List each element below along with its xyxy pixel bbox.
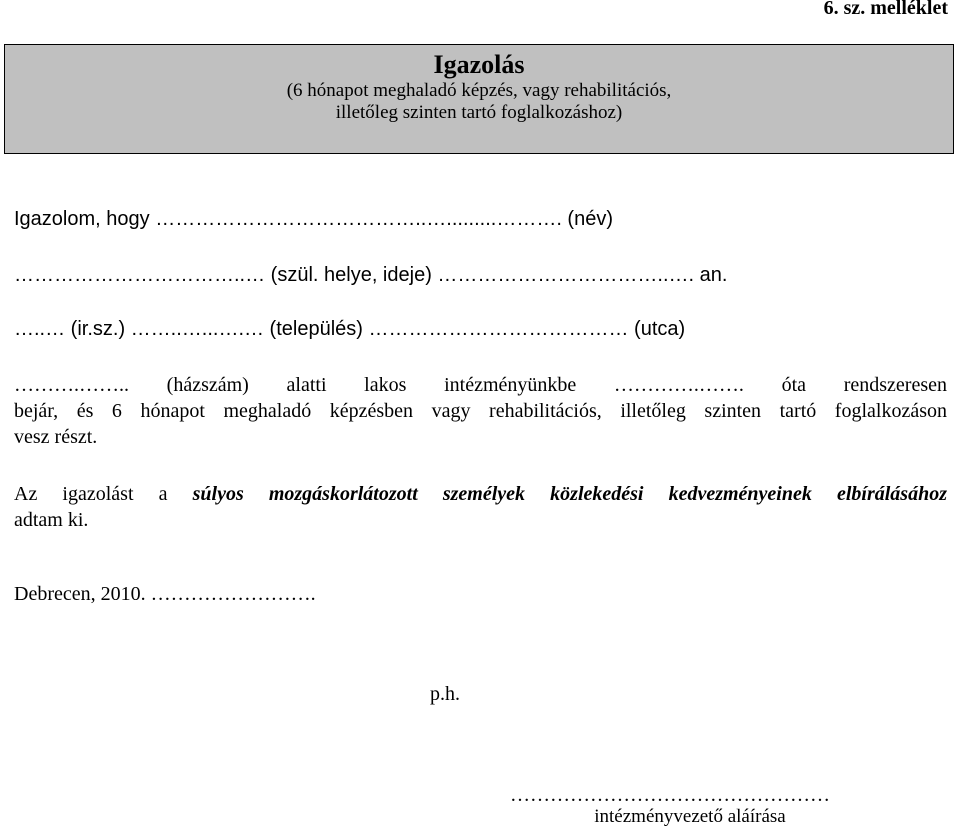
stamp-label: p.h. [430,683,460,705]
signature-label: intézményvezető aláírása [594,806,786,827]
title-box [4,44,954,154]
purpose-emphasis: súlyos mozgáskorlátozott személyek közlekedési kedvezményeinek elbírálásához [192,483,947,505]
form-line-birth: ……………………………..… (szül. helye, ideje) ……………………………..…. an. [14,264,728,286]
place-date: Debrecen, 2010. ……………………. [14,583,316,605]
paragraph-purpose [14,481,947,533]
form-line-name: Igazolom, hogy …………………………………..….........………. (név) [14,208,613,230]
paragraph-attendance-line3: vesz részt. [14,426,98,448]
document-title: Igazolás [433,50,525,79]
annex-label: 6. sz. melléklet [823,0,948,19]
paragraph-attendance-line2: bejár, és 6 hónapot meghaladó képzésben vagy rehabilitációs, illetőleg szinten tartó foglalkozáson [14,400,947,422]
paragraph-attendance [14,372,947,450]
document-subtitle-line1: (6 hónapot meghaladó képzés, vagy rehabilitációs, [286,80,672,101]
form-line-address: …..… (ir.sz.) ……..…...….… (település) ………………………………… (utca) [14,318,686,340]
paragraph-attendance-line1: ……….…….. (házszám) alatti lakos intézményünkbe ………….……. óta rendszeresen [14,374,947,396]
signature-line: ………………………………………… [510,784,830,806]
purpose-suffix: adtam ki. [14,509,89,531]
document-subtitle-line2: illetőleg szinten tartó foglalkozáshoz) [335,102,623,123]
purpose-prefix: Az igazolást a [14,483,168,505]
